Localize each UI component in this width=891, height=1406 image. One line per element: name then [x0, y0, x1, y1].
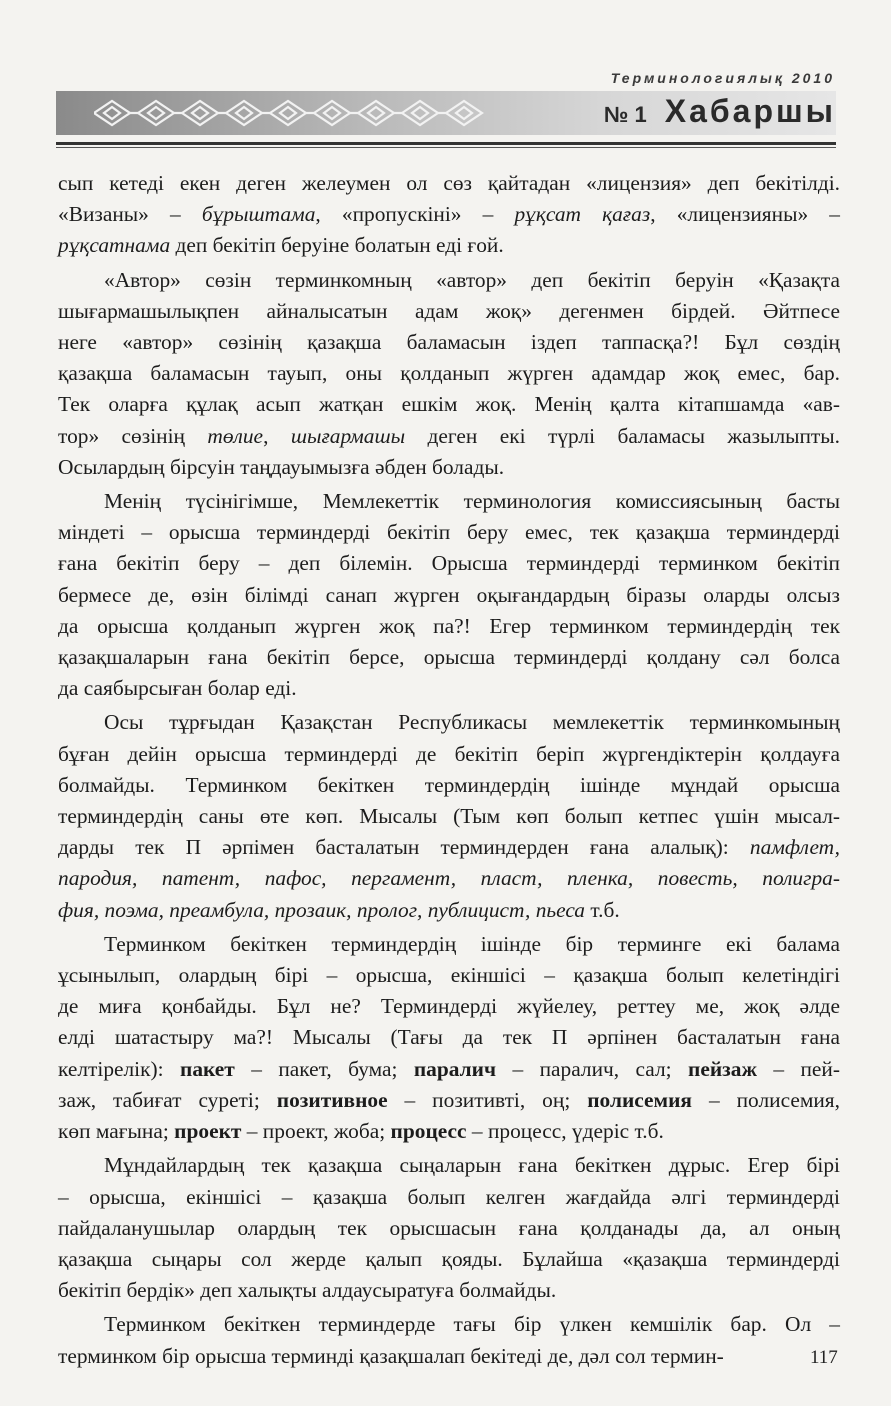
text-run: т.б. — [585, 897, 620, 922]
text-run: бермесе де, өзін білімді санап жүрген оқығандардың біразы оларды олсыз — [58, 582, 840, 607]
paragraph — [58, 707, 840, 925]
text-run: Мұндайлардың тек қазақша сыңаларын ғана бекіткен дұрыс. Егер бірі — [104, 1153, 840, 1178]
text-line — [58, 230, 840, 261]
text-line — [58, 389, 840, 420]
text-line — [58, 296, 840, 327]
text-line — [58, 1150, 840, 1181]
text-line — [58, 611, 840, 642]
text-run: Менің түсінігімше, Мемлекеттік терминология комиссиясының басты — [104, 489, 840, 514]
paragraph — [58, 1309, 840, 1371]
text-line — [58, 168, 840, 199]
text-line — [58, 1309, 840, 1340]
text-line — [58, 1341, 840, 1372]
text-run: қазақша сыңары сол жерде қалып қояды. Бұлайша «қазақша терминдерді — [58, 1246, 840, 1271]
text-line — [58, 1244, 840, 1275]
text-run: ғана бекітіп беру – деп білемін. Орысша терминдерді терминком бекітіп — [58, 551, 840, 576]
text-run: фия, поэма, преамбула, прозаик, пролог, публицист, пьеса — [58, 897, 586, 922]
text-line — [58, 739, 840, 770]
text-run: полисемия — [587, 1087, 692, 1112]
text-run: ұсынылып, олардың бірі – орысша, екіншісі – қазақша болып келетіндігі — [58, 963, 840, 988]
text-line — [58, 517, 840, 548]
text-run: – проект, жоба; — [241, 1119, 391, 1144]
text-run: – пей- — [756, 1056, 840, 1081]
text-run: терминком бір орысша терминді қазақшалап бекітеді де, дәл сол термин- — [58, 1343, 724, 1368]
text-line — [58, 358, 840, 389]
text-line — [58, 486, 840, 517]
issue-name: Хабаршы — [664, 93, 836, 129]
text-run: сып кетеді екен деген желеумен ол сөз қайтадан «лицензия» деп бекітілді. — [58, 171, 840, 195]
text-line — [58, 770, 840, 801]
text-run: Тек оларға құлақ асып жатқан ешкім жоқ. Менің қалта кітапшамда «ав- — [58, 392, 840, 417]
text-run: пайдаланушылар олардың тек орысшасын ғана қолданады да, ал оның — [58, 1215, 840, 1240]
header-banner — [56, 91, 836, 135]
text-line — [58, 863, 840, 894]
text-run: , «пропускіні» – — [315, 202, 515, 227]
text-line — [58, 1213, 840, 1244]
paragraph — [58, 265, 840, 483]
text-run: – полисемия, — [692, 1087, 840, 1112]
text-run: – орысша, екіншісі – қазақша болып келген жағдайда әлгі терминдерді — [58, 1184, 840, 1209]
text-run: проект — [174, 1119, 242, 1144]
text-run: шығармашы — [290, 423, 406, 448]
text-run: дарды тек П әрпімен басталатын терминдерден ғана алалық): — [58, 835, 750, 860]
text-line — [58, 832, 840, 863]
text-run: деп бекітіп беруіне болатын еді ғой. — [170, 233, 504, 258]
text-run: Осылардың бірсуін таңдауымызға әбден болады. — [58, 454, 505, 479]
paragraph — [58, 168, 840, 262]
text-run: процесс — [390, 1119, 467, 1144]
text-run: Терминком бекіткен терминдерде тағы бір үлкен кемшілік бар. Ол – — [104, 1312, 840, 1337]
text-run: қазақша баламасын тауып, оны қолданып жүрген адамдар жоқ емес, бар. — [58, 361, 840, 386]
text-line — [58, 580, 840, 611]
text-run: Осы тұрғыдан Қазақстан Республикасы мемлекеттік терминкомының — [104, 710, 840, 735]
text-line — [58, 452, 840, 483]
text-run: – процесс, үдеріс т.б. — [466, 1119, 664, 1144]
text-run: пейзаж — [688, 1056, 757, 1081]
text-run: міндеті – орысша терминдерді бекітіп беру емес, тек қазақша терминдерді — [58, 520, 840, 545]
article-body — [58, 168, 840, 1372]
text-line — [58, 1054, 840, 1085]
text-line — [58, 673, 840, 704]
text-run: рұқсат қағаз — [514, 202, 651, 227]
ornament-icon — [94, 95, 494, 131]
text-run: терминдердің саны өте көп. Мысалы (Тым көп болып кетпес үшін мысал- — [58, 804, 840, 829]
text-line — [58, 801, 840, 832]
text-line — [58, 199, 840, 230]
text-run: елді шатастыру ма?! Мысалы (Тағы да тек П әрпінен басталатын ғана — [58, 1025, 840, 1050]
paragraph — [58, 486, 840, 704]
text-run: тор» сөзінің — [58, 423, 208, 448]
header-rule-thin — [56, 147, 836, 148]
text-run: бұрыштама — [201, 202, 316, 227]
text-line — [58, 707, 840, 738]
text-run: заж, табиғат суреті; — [58, 1087, 277, 1112]
page-number: 117 — [810, 1347, 838, 1368]
text-line — [58, 991, 840, 1022]
text-run: «Визаны» – — [58, 202, 202, 227]
text-run: да орысша қолданып жүрген жоқ па?! Егер терминком терминдердің тек — [58, 613, 840, 638]
text-line — [58, 895, 840, 926]
paragraph — [58, 1150, 840, 1306]
text-line — [58, 1022, 840, 1053]
page-header — [0, 0, 891, 160]
text-run: болмайды. Терминком бекіткен терминдердің ішінде мұндай орысша — [58, 772, 840, 797]
text-run: төлие — [207, 423, 264, 448]
text-run: неге «автор» сөзінің қазақша баламасын іздеп таппасқа?! Бұл сөздің — [58, 330, 840, 355]
text-line — [58, 960, 840, 991]
text-run: шығармашылықпен айналысатын адам жоқ» дегенмен бірдей. Әйтпесе — [58, 298, 840, 323]
issue-title — [604, 93, 836, 130]
text-line — [58, 1182, 840, 1213]
text-run: деген екі түрлі баламасы жазылыпты. — [405, 423, 841, 448]
text-run: келтірелік): — [58, 1056, 180, 1081]
text-line — [58, 327, 840, 358]
text-line — [58, 929, 840, 960]
text-run: , — [263, 423, 291, 448]
text-run: – позитивті, оң; — [387, 1087, 588, 1112]
text-run: бекітіп бердік» деп халықты алдаусыратуға болмайды. — [58, 1278, 557, 1303]
header-rule-thick — [56, 142, 836, 145]
text-line — [58, 421, 840, 452]
text-run: – пакет, бума; — [234, 1056, 414, 1081]
text-run: де миға қонбайды. Бұл не? Терминдерді жүйелеу, реттеу ме, жоқ әлде — [58, 994, 840, 1019]
text-run: бұған дейін орысша терминдерді де бекітіп беріп жүргендіктерін қолдауға — [58, 741, 840, 766]
text-line — [58, 642, 840, 673]
text-run: , «лицензияны» – — [650, 202, 840, 227]
text-line — [58, 265, 840, 296]
text-run: қазақшаларын ғана бекітіп берсе, орысша терминдерді қолдану сәл болса — [58, 645, 840, 670]
text-run: Терминком бекіткен терминдердің ішінде бір терминге екі балама — [104, 931, 840, 956]
text-line — [58, 548, 840, 579]
paragraph — [58, 929, 840, 1147]
issue-number: № 1 — [603, 102, 647, 127]
text-run: паралич — [413, 1056, 497, 1081]
journal-name: Терминологиялық 2010 — [610, 70, 835, 86]
text-run: да саябырсыған болар еді. — [58, 676, 297, 701]
text-line — [58, 1116, 840, 1147]
text-run: позитивное — [276, 1087, 388, 1112]
text-line — [58, 1275, 840, 1306]
text-run: көп мағына; — [58, 1119, 175, 1144]
text-run: пародия, патент, пафос, пергамент, пласт, пленка, повесть, полигра- — [58, 866, 840, 891]
text-run: – паралич, сал; — [496, 1056, 689, 1081]
text-run: рұқсатнама — [58, 233, 171, 258]
text-line — [58, 1085, 840, 1116]
text-run: памфлет, — [749, 835, 840, 860]
text-run: пакет — [180, 1056, 235, 1081]
text-run: «Автор» сөзін терминкомның «автор» деп бекітіп беруін «Қазақта — [104, 267, 840, 292]
